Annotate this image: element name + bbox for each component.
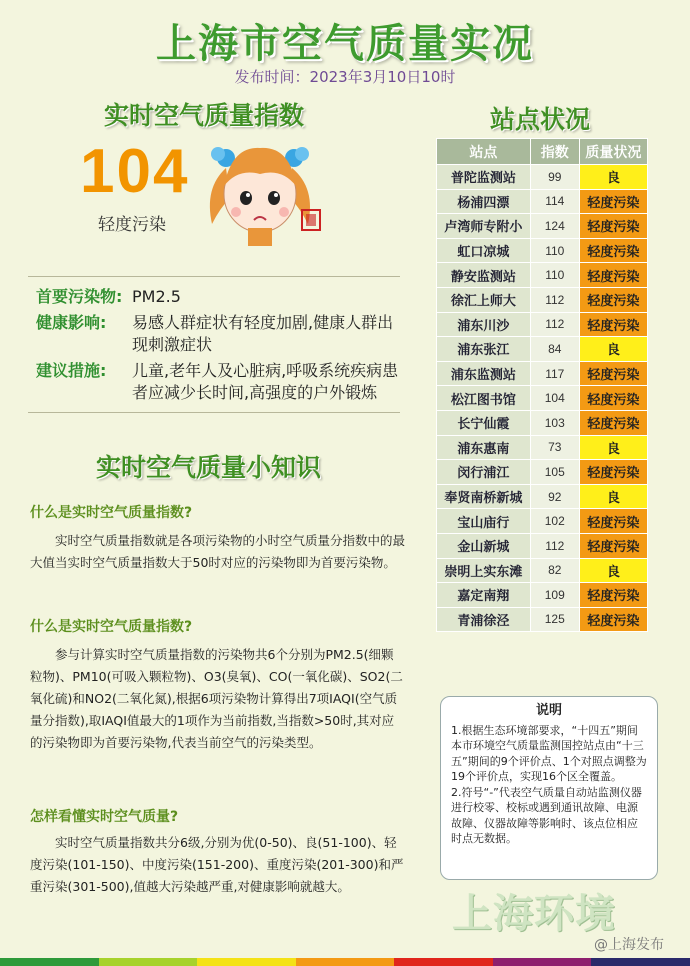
station-name: 松江图书馆	[437, 386, 531, 411]
station-status: 轻度污染	[579, 607, 647, 632]
table-row	[437, 386, 648, 411]
color-bar-segment	[0, 958, 99, 966]
col-status: 质量状况	[579, 139, 647, 165]
station-aqi: 114	[530, 189, 579, 214]
station-aqi: 110	[530, 238, 579, 263]
table-row	[437, 583, 648, 608]
note-item-2: 2.符号“-”代表空气质量自动站监测仪器进行校零、校标或遇到通讯故障、电源故障、仪器故障等影响时、该点位相应时点无数据。	[451, 785, 642, 845]
table-row	[437, 189, 648, 214]
table-row	[437, 558, 648, 583]
primary-pollutant-value: PM2.5	[132, 287, 181, 306]
question-2: 什么是实时空气质量指数?	[30, 619, 193, 635]
station-status: 良	[579, 337, 647, 362]
weibo-watermark: @上海发布	[594, 937, 664, 953]
question-1: 什么是实时空气质量指数?	[30, 505, 193, 521]
station-name: 浦东张江	[437, 337, 531, 362]
station-aqi: 125	[530, 607, 579, 632]
knowledge-heading: 实时空气质量小知识	[96, 453, 322, 482]
answer-2: 参与计算实时空气质量指数的污染物共6个分别为PM2.5(细颗粒物)、PM10(可吸入颗粒物)、O3(臭氧)、CO(一氧化碳)、SO2(二氧化硫)和NO2(二氧化氮),根据6项污染物计算得出7项IAQI(空气质量分指数),取IAQI值最大的1项作为当前指数,当指数>50时,其对应的污染物即为首要污染物,代表当前空气的污染类型。	[30, 647, 403, 750]
color-bar-segment	[591, 958, 690, 966]
station-status: 轻度污染	[579, 583, 647, 608]
station-name: 静安监测站	[437, 263, 531, 288]
station-name: 杨浦四漂	[437, 189, 531, 214]
table-row	[437, 460, 648, 485]
station-status: 轻度污染	[579, 361, 647, 386]
station-name: 浦东监测站	[437, 361, 531, 386]
note-item-1: 1.根据生态环境部要求，“十四五”期间本市环境空气质量监测国控站点由“十三五”期间的9个评价点、1个对照点调整为19个评价点，实现16个区全覆盖。	[451, 723, 647, 783]
note-box	[440, 696, 658, 880]
station-name: 虹口凉城	[437, 238, 531, 263]
station-aqi: 84	[530, 337, 579, 362]
station-name: 崇明上实东滩	[437, 558, 531, 583]
station-aqi: 112	[530, 287, 579, 312]
station-aqi: 103	[530, 410, 579, 435]
station-name: 浦东川沙	[437, 312, 531, 337]
answer-3: 实时空气质量指数共分6级,分别为优(0-50)、良(51-100)、轻度污染(101-150)、中度污染(151-200)、重度污染(201-300)和严重污染(301-500),值越大污染越严重,对健康影响就越大。	[30, 835, 404, 894]
health-row	[36, 312, 408, 358]
station-aqi: 109	[530, 583, 579, 608]
divider	[28, 412, 400, 413]
station-status: 轻度污染	[579, 410, 647, 435]
aqi-value: 104	[80, 137, 190, 206]
station-status: 良	[579, 435, 647, 460]
color-bar	[0, 958, 690, 966]
table-row	[437, 312, 648, 337]
primary-pollutant-label: 首要污染物:	[36, 287, 123, 306]
table-row	[437, 410, 648, 435]
health-value: 易感人群症状有轻度加剧,健康人群出现刺激症状	[132, 313, 394, 354]
table-row	[437, 607, 648, 632]
station-aqi: 73	[530, 435, 579, 460]
aqi-level: 轻度污染	[98, 215, 166, 235]
table-row	[437, 214, 648, 239]
advice-label: 建议措施:	[36, 361, 107, 380]
station-name: 奉贤南桥新城	[437, 484, 531, 509]
station-status: 良	[579, 558, 647, 583]
table-row	[437, 238, 648, 263]
table-row	[437, 484, 648, 509]
primary-pollutant-row	[36, 286, 408, 308]
col-station: 站点	[437, 139, 531, 165]
advice-row	[36, 360, 408, 406]
station-status: 轻度污染	[579, 533, 647, 558]
table-row	[437, 287, 648, 312]
station-name: 普陀监测站	[437, 165, 531, 190]
table-row	[437, 533, 648, 558]
station-aqi: 92	[530, 484, 579, 509]
station-status: 良	[579, 165, 647, 190]
station-status: 良	[579, 484, 647, 509]
stations-table	[436, 138, 648, 632]
station-name: 宝山庙行	[437, 509, 531, 534]
station-status: 轻度污染	[579, 509, 647, 534]
table-row	[437, 361, 648, 386]
station-aqi: 124	[530, 214, 579, 239]
publish-time: 发布时间：2023年3月10日10时	[234, 68, 456, 86]
color-bar-segment	[197, 958, 296, 966]
table-header-row	[437, 139, 648, 165]
station-aqi: 105	[530, 460, 579, 485]
station-name: 闵行浦江	[437, 460, 531, 485]
station-name: 长宁仙霞	[437, 410, 531, 435]
divider	[28, 276, 400, 277]
table-row	[437, 337, 648, 362]
table-row	[437, 263, 648, 288]
station-status: 轻度污染	[579, 263, 647, 288]
color-bar-segment	[99, 958, 198, 966]
note-title: 说明	[535, 703, 562, 718]
station-aqi: 82	[530, 558, 579, 583]
col-aqi: 指数	[530, 139, 579, 165]
color-bar-segment	[394, 958, 493, 966]
page-title: 上海市空气质量实况	[156, 21, 534, 67]
station-name: 浦东惠南	[437, 435, 531, 460]
table-row	[437, 509, 648, 534]
station-aqi: 112	[530, 533, 579, 558]
station-aqi: 117	[530, 361, 579, 386]
station-status: 轻度污染	[579, 386, 647, 411]
station-aqi: 112	[530, 312, 579, 337]
station-aqi: 110	[530, 263, 579, 288]
answer-1: 实时空气质量指数就是各项污染物的小时空气质量分指数中的最大值当实时空气质量指数大于50时对应的污染物即为首要污染物。	[30, 533, 406, 570]
shanghai-environment-logo: 上海环境	[452, 891, 616, 937]
color-bar-segment	[296, 958, 395, 966]
health-label: 健康影响:	[36, 313, 107, 332]
station-status: 轻度污染	[579, 189, 647, 214]
color-bar-segment	[493, 958, 592, 966]
stations-heading: 站点状况	[490, 105, 591, 134]
advice-value: 儿童,老年人及心脏病,呼吸系统疾病患者应减少长时间,高强度的户外锻炼	[132, 361, 399, 402]
mascot-girl-icon	[196, 128, 326, 246]
table-row	[437, 435, 648, 460]
station-status: 轻度污染	[579, 460, 647, 485]
station-status: 轻度污染	[579, 238, 647, 263]
station-status: 轻度污染	[579, 312, 647, 337]
station-name: 徐汇上师大	[437, 287, 531, 312]
station-name: 金山新城	[437, 533, 531, 558]
station-aqi: 102	[530, 509, 579, 534]
station-name: 卢湾师专附小	[437, 214, 531, 239]
realtime-heading: 实时空气质量指数	[104, 101, 305, 130]
station-aqi: 99	[530, 165, 579, 190]
question-3: 怎样看懂实时空气质量?	[30, 809, 179, 825]
table-row	[437, 165, 648, 190]
station-name: 青浦徐泾	[437, 607, 531, 632]
station-status: 轻度污染	[579, 214, 647, 239]
station-aqi: 104	[530, 386, 579, 411]
station-name: 嘉定南翔	[437, 583, 531, 608]
station-status: 轻度污染	[579, 287, 647, 312]
